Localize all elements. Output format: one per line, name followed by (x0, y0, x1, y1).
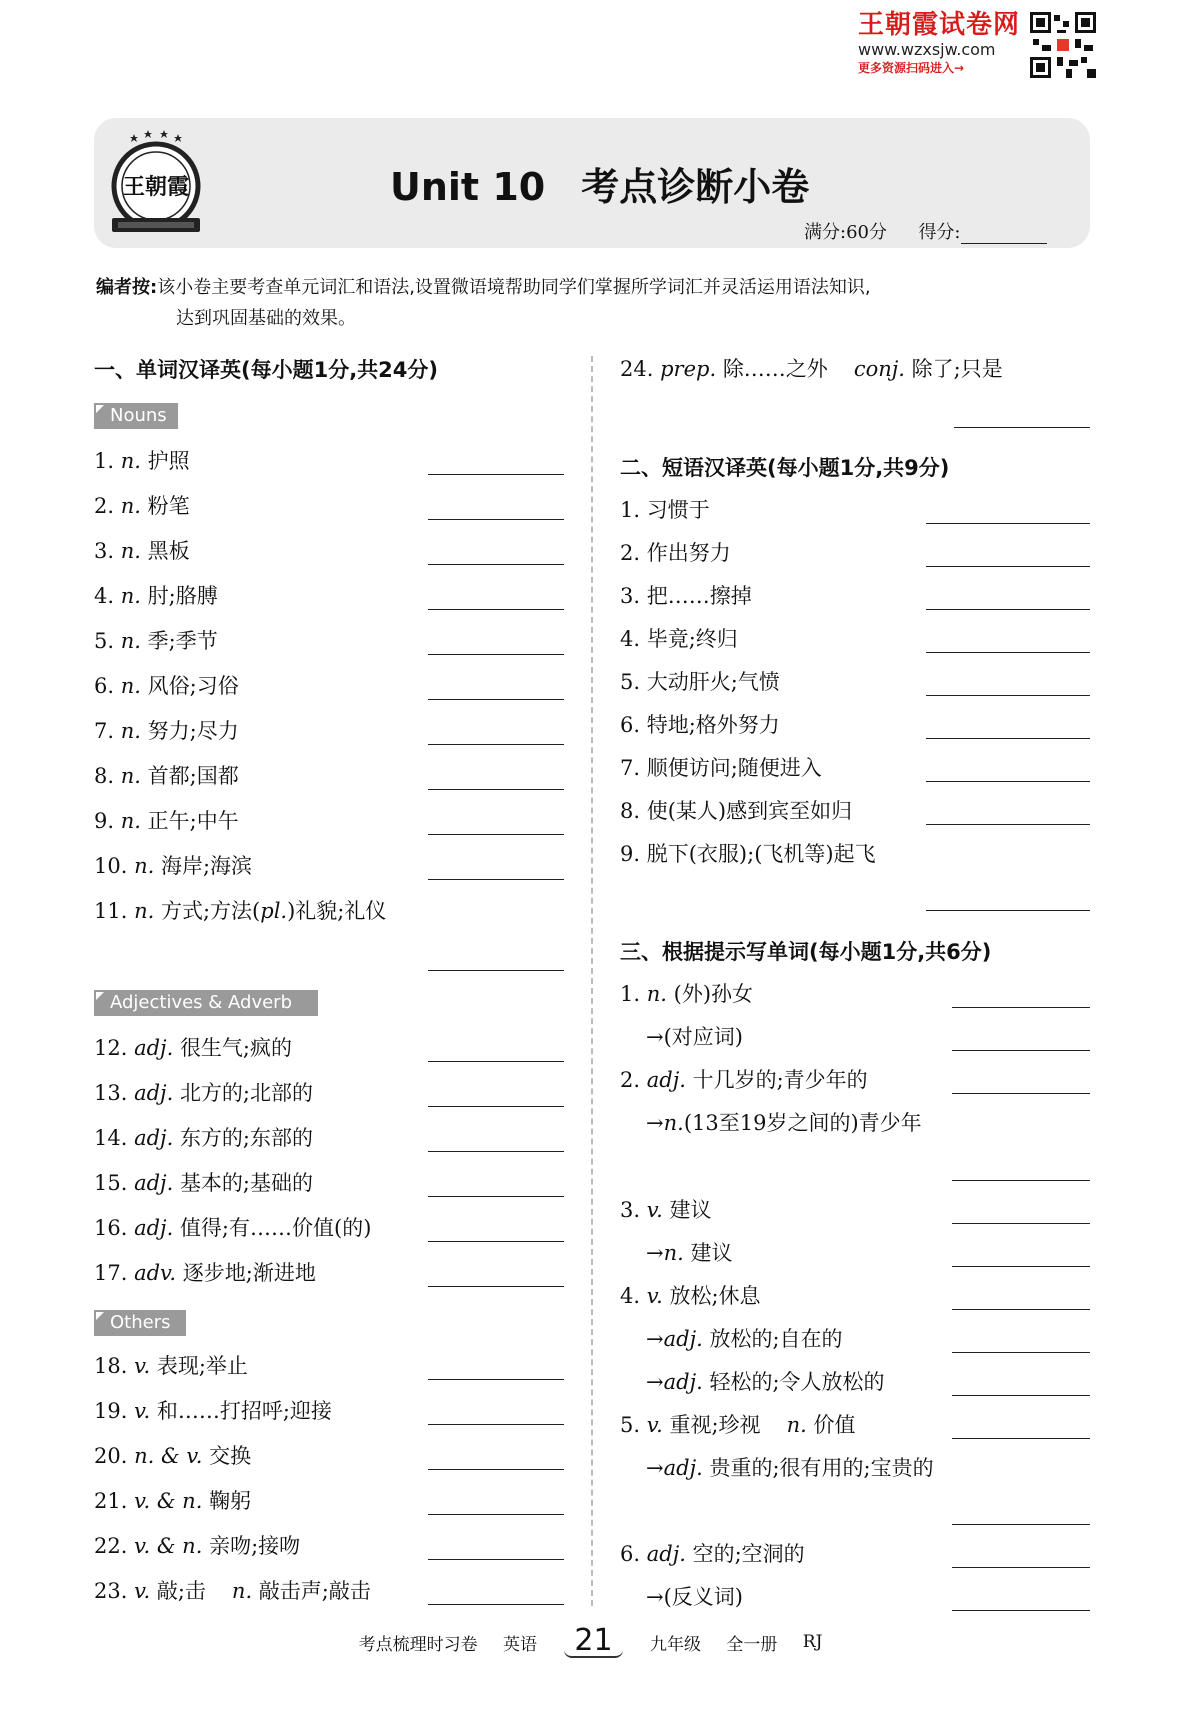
s1-item-17: 17. adv. 逐步地;渐进地 (94, 1261, 316, 1285)
s1-item-16: 16. adj. 值得;有……价值(的) (94, 1216, 372, 1240)
s1-item-10: 10. n. 海岸;海滨 (94, 854, 253, 878)
page-title (390, 156, 809, 211)
s3-line-6: →n. 建议 (646, 1241, 733, 1265)
brand-name: 王朝霞试卷网 (858, 10, 1021, 40)
s1-item-15: 15. adj. 基本的;基础的 (94, 1171, 314, 1195)
answer-blank[interactable] (926, 695, 1090, 696)
answer-blank[interactable] (952, 1180, 1090, 1181)
answer-blank[interactable] (952, 1438, 1090, 1439)
answer-blank[interactable] (952, 1309, 1090, 1310)
answer-blank[interactable] (926, 566, 1090, 567)
brand-block (858, 10, 1038, 76)
footer-series: 考点梳理时习卷 (358, 1634, 478, 1655)
answer-blank[interactable] (428, 1604, 564, 1605)
s1-item-12: 12. adj. 很生气;疯的 (94, 1036, 293, 1060)
answer-blank[interactable] (926, 738, 1090, 739)
answer-blank[interactable] (428, 609, 564, 610)
answer-blank[interactable] (428, 970, 564, 971)
s3-line-13: →(反义词) (646, 1585, 743, 1609)
s2-item-9: 9. 脱下(衣服);(飞机等)起飞 (620, 842, 876, 866)
answer-blank[interactable] (952, 1266, 1090, 1267)
answer-blank[interactable] (428, 1514, 564, 1515)
s3-line-2: →(对应词) (646, 1025, 743, 1049)
answer-blank[interactable] (428, 1559, 564, 1560)
brand-url[interactable]: www.wzxsjw.com (858, 40, 996, 59)
s3-line-10: 5. v. 重视;珍视 n. 价值 (620, 1413, 856, 1437)
brand-slogan: 更多资源扫码进入→ (858, 61, 965, 75)
answer-blank[interactable] (428, 1196, 564, 1197)
tag-nouns: Nouns (94, 403, 178, 429)
footer-grade: 九年级 (649, 1634, 701, 1655)
answer-blank[interactable] (926, 910, 1090, 911)
s3-line-8: →adj. 放松的;自在的 (646, 1327, 843, 1351)
s1-item-11: 11. n. 方式;方法(pl.)礼貌;礼仪 (94, 899, 387, 923)
answer-blank[interactable] (428, 564, 564, 565)
s1-item-20: 20. n. & v. 交换 (94, 1444, 252, 1468)
footer-volume: 全一册 (726, 1634, 778, 1655)
s2-item-3: 3. 把……擦掉 (620, 584, 752, 608)
s1-item-1: 1. n. 护照 (94, 449, 190, 473)
column-divider (591, 356, 593, 1606)
s2-item-7: 7. 顺便访问;随便进入 (620, 756, 822, 780)
s1-item-13: 13. adj. 北方的;北部的 (94, 1081, 314, 1105)
score-label: 得分: (918, 222, 961, 243)
logo-text: 王朝霞 (122, 174, 190, 200)
answer-blank[interactable] (428, 1424, 564, 1425)
answer-blank[interactable] (428, 519, 564, 520)
answer-blank[interactable] (952, 1395, 1090, 1396)
answer-blank[interactable] (428, 1241, 564, 1242)
editor-note-label: 编者按: (96, 277, 158, 298)
editor-note-line2: 达到巩固基础的效果。 (176, 308, 356, 329)
answer-blank[interactable] (952, 1093, 1090, 1094)
answer-blank[interactable] (428, 789, 564, 790)
answer-blank[interactable] (952, 1524, 1090, 1525)
page-footer (0, 1623, 1181, 1658)
s3-line-11: →adj. 贵重的;很有用的;宝贵的 (646, 1456, 934, 1480)
section3-title: 三、根据提示写单词(每小题1分,共6分) (620, 940, 992, 964)
answer-blank[interactable] (926, 609, 1090, 610)
tag-adjectives-adverb: Adjectives & Adverb (94, 990, 318, 1016)
s3-line-5: 3. v. 建议 (620, 1198, 712, 1222)
answer-blank[interactable] (428, 474, 564, 475)
answer-blank[interactable] (428, 1151, 564, 1152)
s1-item-14: 14. adj. 东方的;东部的 (94, 1126, 314, 1150)
s2-item-1: 1. 习惯于 (620, 498, 710, 522)
s1-item-19: 19. v. 和……打招呼;迎接 (94, 1399, 332, 1423)
s1-item-7: 7. n. 努力;尽力 (94, 719, 239, 743)
editor-note-line1: 该小卷主要考查单元词汇和语法,设置微语境帮助同学们掌握所学词汇并灵活运用语法知识, (157, 277, 871, 298)
answer-blank[interactable] (952, 1050, 1090, 1051)
answer-blank[interactable] (926, 523, 1090, 524)
footer-edition: RJ (802, 1632, 823, 1652)
s1-item-5: 5. n. 季;季节 (94, 629, 218, 653)
unit-label: Unit 10 (390, 165, 546, 209)
score-line (804, 218, 1047, 244)
s3-line-12: 6. adj. 空的;空洞的 (620, 1542, 805, 1566)
answer-blank[interactable] (428, 1061, 564, 1062)
s1-item-2: 2. n. 粉笔 (94, 494, 190, 518)
answer-blank[interactable] (428, 879, 564, 880)
s1-item-22: 22. v. & n. 亲吻;接吻 (94, 1534, 301, 1558)
full-score: 满分:60分 (804, 222, 887, 243)
s2-item-4: 4. 毕竟;终归 (620, 627, 738, 651)
answer-blank[interactable] (952, 1223, 1090, 1224)
footer-subject: 英语 (502, 1634, 537, 1655)
s2-item-8: 8. 使(某人)感到宾至如归 (620, 799, 853, 823)
s1-item-18: 18. v. 表现;举止 (94, 1354, 248, 1378)
s3-line-7: 4. v. 放松;休息 (620, 1284, 761, 1308)
answer-blank[interactable] (952, 1007, 1090, 1008)
s1-item-6: 6. n. 风俗;习俗 (94, 674, 239, 698)
title-label: 考点诊断小卷 (581, 165, 810, 209)
s2-item-6: 6. 特地;格外努力 (620, 713, 780, 737)
s3-line-3: 2. adj. 十几岁的;青少年的 (620, 1068, 868, 1092)
s3-line-4: →n.(13至19岁之间的)青少年 (646, 1111, 922, 1135)
s2-item-5: 5. 大动肝火;气愤 (620, 670, 780, 694)
publisher-seal-logo-icon (104, 128, 208, 242)
answer-blank[interactable] (926, 824, 1090, 825)
score-blank[interactable] (961, 225, 1047, 244)
editor-note (96, 272, 1090, 334)
s1-item-8: 8. n. 首都;国都 (94, 764, 239, 788)
s1-item-9: 9. n. 正午;中午 (94, 809, 239, 833)
s1-item-21: 21. v. & n. 鞠躬 (94, 1489, 252, 1513)
qr-code-icon[interactable] (1030, 12, 1096, 78)
answer-blank[interactable] (428, 1469, 564, 1470)
answer-blank[interactable] (428, 834, 564, 835)
s1-item-24: 24. prep. 除……之外 conj. 除了;只是 (620, 357, 1003, 381)
answer-blank[interactable] (926, 781, 1090, 782)
s1-item-4: 4. n. 肘;胳膊 (94, 584, 218, 608)
s3-line-9: →adj. 轻松的;令人放松的 (646, 1370, 885, 1394)
answer-blank[interactable] (952, 1352, 1090, 1353)
s1-item-3: 3. n. 黑板 (94, 539, 190, 563)
tag-others: Others (94, 1310, 186, 1336)
answer-blank[interactable] (428, 1379, 564, 1380)
s3-line-1: 1. n. (外)孙女 (620, 982, 754, 1006)
page-number: 21 (564, 1626, 622, 1658)
section1-title: 一、单词汉译英(每小题1分,共24分) (94, 358, 439, 382)
s1-item-23: 23. v. 敲;击 n. 敲击声;敲击 (94, 1579, 371, 1603)
answer-blank[interactable] (428, 654, 564, 655)
answer-blank[interactable] (952, 1567, 1090, 1568)
answer-blank[interactable] (428, 1286, 564, 1287)
answer-blank[interactable] (954, 427, 1090, 428)
answer-blank[interactable] (926, 652, 1090, 653)
section2-title: 二、短语汉译英(每小题1分,共9分) (620, 456, 950, 480)
answer-blank[interactable] (952, 1610, 1090, 1611)
answer-blank[interactable] (428, 744, 564, 745)
answer-blank[interactable] (428, 699, 564, 700)
answer-blank[interactable] (428, 1106, 564, 1107)
s2-item-2: 2. 作出努力 (620, 541, 731, 565)
